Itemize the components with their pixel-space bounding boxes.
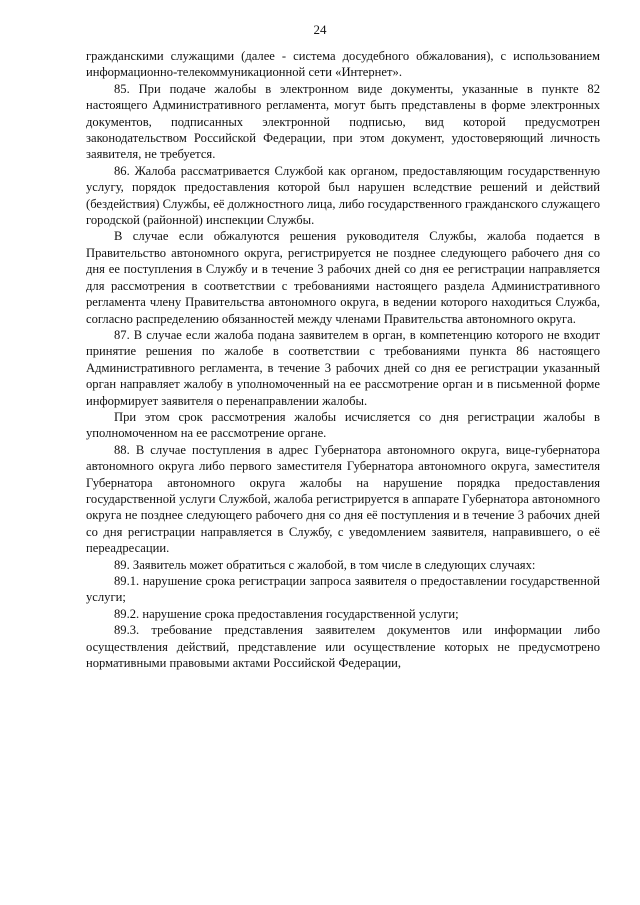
paragraph-86-head-of-service: В случае если обжалуются решения руководителя Службы, жалоба подается в Правительство автономного округа, регистрируется не позднее следующего рабочего дня со дня ее поступления в Службу и в течение 3 рабочих дней со дня ее регистрации направляется для рассмотрения в соответствии с требованиями настоящего раздела Административного регламента члену Правительства автономного округа, в ведении которого находиться Служба, согласно распределению обязанностей между членами Правительства автономного округа. [86, 229, 600, 326]
paragraph-87: 87. В случае если жалоба подана заявителем в орган, в компетенцию которого не входит принятие решения по жалобе в соответствии с требованиями пункта 86 настоящего Административного регламента, в течение 3 рабочих дней со дня ее регистрации указанный орган направляет жалобу в уполномоченный на ее рассмотрение орган и в письменной форме информирует заявителя о перенаправлении жалобы. [86, 327, 600, 408]
page-number: 24 [313, 22, 327, 37]
paragraph-88: 88. В случае поступления в адрес Губернатора автономного округа, вице-губернатора автономного округа либо первого заместителя Губернатора автономного округа, заместителя Губернатора автономного округа жалобы на нарушение порядка предоставления государственной услуги Службой, жалоба регистрируется в аппарате Губернатора автономного округа не позднее следующего рабочего дня со дня её поступления и в течение 3 рабочих дней со дня регистрации направляется в Службу, с уведомлением заявителя, направившего, о её переадресации. [86, 442, 600, 556]
paragraph-86: 86. Жалоба рассматривается Службой как органом, предоставляющим государственную услугу, порядок предоставления которой был нарушен вследствие решений и действий (бездействия) Службы, её должностного лица, либо государственного гражданского служащего городской (районной) инспекции Службы. [86, 163, 600, 228]
paragraph-85: 85. При подаче жалобы в электронном виде документы, указанные в пункте 82 настоящего Административного регламента, могут быть представлены в форме электронных документов, подписанных электронной подписью, вид которой предусмотрен законодательством Российской Федерации, при этом документ, удостоверяющий личность заявителя, не требуется. [86, 81, 600, 162]
paragraph-89-3: 89.3. требование представления заявителем документов или информации либо осуществления действий, представление или осуществление которых не предусмотрено нормативными правовыми актами Российской Федерации, [86, 623, 600, 671]
paragraph-89: 89. Заявитель может обратиться с жалобой, в том числе в следующих случаях: [114, 557, 536, 572]
paragraph-89-1: 89.1. нарушение срока регистрации запроса заявителя о предоставлении государственной услуги; [86, 574, 600, 605]
paragraph-87-term: При этом срок рассмотрения жалобы исчисляется со дня регистрации жалобы в уполномоченном на ее рассмотрение органе. [86, 409, 600, 441]
paragraph-89-2: 89.2. нарушение срока предоставления государственной услуги; [114, 606, 459, 621]
paragraph-continuation: гражданскими служащими (далее - система досудебного обжалования), с использованием информационно-телекоммуникационной сети «Интернет». [86, 49, 600, 80]
document-body [86, 48, 600, 671]
